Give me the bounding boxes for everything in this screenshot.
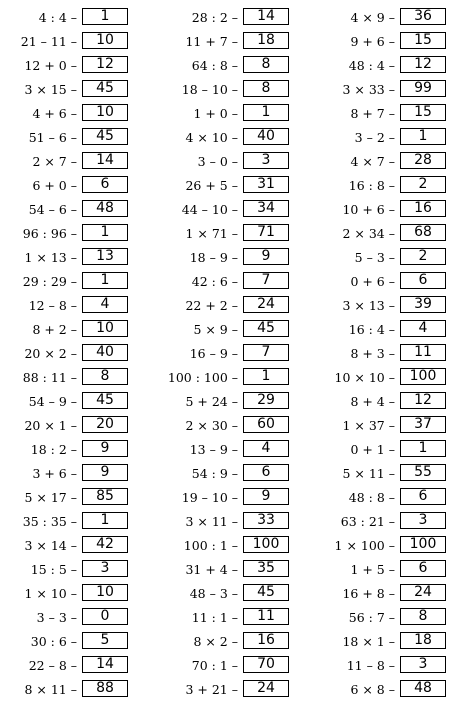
problem-expression: 8 + 3 –	[350, 346, 395, 361]
problem-expression: 18 – 10 –	[181, 82, 238, 97]
problem-row	[2, 223, 152, 247]
problem-row	[320, 367, 466, 391]
problem-expression: 3 × 15 –	[24, 82, 77, 97]
problem-expression: 3 + 21 –	[185, 682, 238, 697]
problem-expression: 2 × 30 –	[185, 418, 238, 433]
answer-box[interactable]: 16	[400, 200, 446, 217]
problem-row	[320, 415, 466, 439]
problem-expression: 11 + 7 –	[185, 34, 238, 49]
answer-box[interactable]: 5	[82, 632, 128, 649]
answer-box[interactable]: 42	[82, 536, 128, 553]
problem-row	[2, 295, 152, 319]
problem-row	[2, 631, 152, 655]
answer-box[interactable]: 18	[400, 632, 446, 649]
problem-expression: 16 : 4 –	[348, 322, 395, 337]
problem-expression: 51 – 6 –	[28, 130, 77, 145]
problem-row	[163, 487, 313, 511]
answer-box[interactable]: 11	[243, 608, 289, 625]
problem-expression: 48 : 8 –	[348, 490, 395, 505]
answer-box[interactable]: 45	[82, 128, 128, 145]
problem-expression: 100 : 100 –	[167, 370, 238, 385]
answer-box[interactable]: 1	[82, 224, 128, 241]
answer-box[interactable]: 4	[400, 320, 446, 337]
problem-row	[2, 199, 152, 223]
answer-box[interactable]: 24	[400, 584, 446, 601]
problem-row	[2, 607, 152, 631]
problem-row	[163, 31, 313, 55]
problem-row	[2, 439, 152, 463]
problem-expression: 13 – 9 –	[189, 442, 238, 457]
problem-expression: 56 : 7 –	[348, 610, 395, 625]
answer-box[interactable]: 1	[400, 440, 446, 457]
answer-box[interactable]: 45	[243, 320, 289, 337]
problem-expression: 1 × 13 –	[24, 250, 77, 265]
problem-expression: 44 – 10 –	[181, 202, 238, 217]
answer-box[interactable]: 12	[82, 56, 128, 73]
answer-box[interactable]: 3	[400, 656, 446, 673]
answer-box[interactable]: 12	[400, 392, 446, 409]
problem-row	[2, 679, 152, 703]
problem-expression: 8 × 11 –	[24, 682, 77, 697]
problem-expression: 28 : 2 –	[191, 10, 238, 25]
problem-row	[2, 463, 152, 487]
answer-box[interactable]: 1	[243, 368, 289, 385]
problem-row	[2, 31, 152, 55]
problem-expression: 22 + 2 –	[185, 298, 238, 313]
answer-box[interactable]: 20	[82, 416, 128, 433]
problem-expression: 20 × 1 –	[24, 418, 77, 433]
answer-box[interactable]: 6	[82, 176, 128, 193]
problem-row	[2, 655, 152, 679]
problem-row	[2, 79, 152, 103]
problem-row	[163, 367, 313, 391]
problem-expression: 42 : 6 –	[191, 274, 238, 289]
problem-expression: 8 + 2 –	[32, 322, 77, 337]
problem-expression: 2 × 34 –	[342, 226, 395, 241]
problem-expression: 3 × 11 –	[185, 514, 238, 529]
problem-expression: 4 × 7 –	[350, 154, 395, 169]
answer-box[interactable]: 9	[243, 248, 289, 265]
problem-expression: 96 : 96 –	[22, 226, 77, 241]
problem-expression: 11 : 1 –	[191, 610, 238, 625]
problem-row	[320, 487, 466, 511]
answer-box[interactable]: 55	[400, 464, 446, 481]
answer-box[interactable]: 4	[82, 296, 128, 313]
problem-row	[163, 79, 313, 103]
problem-expression: 1 + 5 –	[350, 562, 395, 577]
answer-box[interactable]: 35	[243, 560, 289, 577]
problem-row	[320, 175, 466, 199]
problem-row	[163, 319, 313, 343]
problem-row	[320, 631, 466, 655]
answer-box[interactable]: 18	[243, 32, 289, 49]
answer-box[interactable]: 1	[400, 128, 446, 145]
problem-row	[320, 607, 466, 631]
problem-row	[320, 343, 466, 367]
answer-box[interactable]: 13	[82, 248, 128, 265]
problem-expression: 5 × 11 –	[342, 466, 395, 481]
answer-box[interactable]: 9	[82, 464, 128, 481]
problem-row	[2, 367, 152, 391]
answer-box[interactable]: 40	[243, 128, 289, 145]
answer-box[interactable]: 36	[400, 8, 446, 25]
answer-box[interactable]: 45	[243, 584, 289, 601]
problem-row	[320, 439, 466, 463]
problem-row	[2, 559, 152, 583]
problem-expression: 4 + 6 –	[32, 106, 77, 121]
problem-row	[163, 391, 313, 415]
answer-box[interactable]: 10	[82, 104, 128, 121]
answer-box[interactable]: 85	[82, 488, 128, 505]
problem-row	[2, 127, 152, 151]
problem-expression: 18 × 1 –	[342, 634, 395, 649]
problem-expression: 88 : 11 –	[22, 370, 77, 385]
problem-row	[163, 103, 313, 127]
problem-row	[2, 343, 152, 367]
answer-box[interactable]: 8	[82, 368, 128, 385]
problem-row	[320, 151, 466, 175]
problem-row	[163, 199, 313, 223]
problem-expression: 18 : 2 –	[30, 442, 77, 457]
problem-row	[163, 223, 313, 247]
problem-expression: 16 + 8 –	[342, 586, 395, 601]
problem-row	[2, 271, 152, 295]
answer-box[interactable]: 1	[82, 512, 128, 529]
problem-expression: 22 – 8 –	[28, 658, 77, 673]
answer-box[interactable]: 39	[400, 296, 446, 313]
problem-row	[320, 31, 466, 55]
answer-box[interactable]: 6	[243, 464, 289, 481]
answer-box[interactable]: 24	[243, 680, 289, 697]
problem-expression: 15 : 5 –	[30, 562, 77, 577]
problem-expression: 3 – 2 –	[354, 130, 395, 145]
problem-expression: 48 : 4 –	[348, 58, 395, 73]
answer-box[interactable]: 3	[82, 560, 128, 577]
problem-expression: 54 : 9 –	[191, 466, 238, 481]
problem-row	[163, 175, 313, 199]
problem-expression: 12 + 0 –	[24, 58, 77, 73]
problem-row	[163, 535, 313, 559]
problem-expression: 1 × 71 –	[185, 226, 238, 241]
problem-row	[2, 175, 152, 199]
problem-expression: 100 : 1 –	[183, 538, 238, 553]
problem-expression: 3 + 6 –	[32, 466, 77, 481]
answer-box[interactable]: 16	[243, 632, 289, 649]
answer-box[interactable]: 40	[82, 344, 128, 361]
problem-expression: 1 × 10 –	[24, 586, 77, 601]
answer-box[interactable]: 29	[243, 392, 289, 409]
problem-expression: 4 × 9 –	[350, 10, 395, 25]
problem-expression: 31 + 4 –	[185, 562, 238, 577]
problem-expression: 18 – 9 –	[189, 250, 238, 265]
problem-expression: 26 + 5 –	[185, 178, 238, 193]
answer-box[interactable]: 7	[243, 272, 289, 289]
problem-expression: 10 + 6 –	[342, 202, 395, 217]
problem-row	[163, 511, 313, 535]
answer-box[interactable]: 48	[82, 200, 128, 217]
problem-expression: 2 × 7 –	[32, 154, 77, 169]
problem-expression: 8 + 4 –	[350, 394, 395, 409]
problem-row	[320, 463, 466, 487]
problem-expression: 0 + 1 –	[350, 442, 395, 457]
problem-expression: 8 × 2 –	[193, 634, 238, 649]
problem-expression: 29 : 29 –	[22, 274, 77, 289]
problem-row	[320, 535, 466, 559]
answer-box[interactable]: 15	[400, 32, 446, 49]
problem-expression: 6 × 8 –	[350, 682, 395, 697]
answer-box[interactable]: 45	[82, 392, 128, 409]
problem-row	[320, 391, 466, 415]
problem-row	[2, 511, 152, 535]
problem-row	[320, 271, 466, 295]
problem-row	[320, 199, 466, 223]
problem-row	[2, 583, 152, 607]
problem-row	[320, 655, 466, 679]
problem-expression: 5 + 24 –	[185, 394, 238, 409]
problem-row	[2, 415, 152, 439]
problem-row	[320, 511, 466, 535]
problem-row	[163, 127, 313, 151]
answer-box[interactable]: 48	[400, 680, 446, 697]
problem-expression: 5 × 17 –	[24, 490, 77, 505]
problem-row	[163, 439, 313, 463]
problem-expression: 6 + 0 –	[32, 178, 77, 193]
answer-box[interactable]: 8	[400, 608, 446, 625]
problem-expression: 48 – 3 –	[189, 586, 238, 601]
answer-box[interactable]: 68	[400, 224, 446, 241]
problem-expression: 5 × 9 –	[193, 322, 238, 337]
problem-row	[320, 223, 466, 247]
problem-expression: 12 – 8 –	[28, 298, 77, 313]
answer-box[interactable]: 100	[243, 536, 289, 553]
problem-expression: 19 – 10 –	[181, 490, 238, 505]
problem-expression: 9 + 6 –	[350, 34, 395, 49]
answer-box[interactable]: 6	[400, 560, 446, 577]
answer-box[interactable]: 3	[400, 512, 446, 529]
problem-row	[163, 151, 313, 175]
problem-row	[2, 247, 152, 271]
answer-box[interactable]: 100	[400, 368, 446, 385]
answer-box[interactable]: 33	[243, 512, 289, 529]
problem-expression: 35 : 35 –	[22, 514, 77, 529]
problem-expression: 64 : 8 –	[191, 58, 238, 73]
problem-row	[163, 559, 313, 583]
answer-box[interactable]: 0	[82, 608, 128, 625]
answer-box[interactable]: 7	[243, 344, 289, 361]
problem-expression: 1 + 0 –	[193, 106, 238, 121]
problem-row	[2, 535, 152, 559]
problem-row	[320, 103, 466, 127]
problem-expression: 5 – 3 –	[354, 250, 395, 265]
problem-row	[320, 7, 466, 31]
answer-box[interactable]: 1	[82, 8, 128, 25]
answer-box[interactable]: 1	[243, 104, 289, 121]
problem-row	[320, 295, 466, 319]
answer-box[interactable]: 4	[243, 440, 289, 457]
problem-row	[320, 583, 466, 607]
problem-expression: 54 – 6 –	[28, 202, 77, 217]
problem-row	[320, 55, 466, 79]
answer-box[interactable]: 14	[243, 8, 289, 25]
problem-row	[163, 295, 313, 319]
problem-row	[163, 55, 313, 79]
problem-row	[2, 151, 152, 175]
problem-row	[163, 679, 313, 703]
problem-row	[163, 463, 313, 487]
answer-box[interactable]: 2	[400, 176, 446, 193]
problem-expression: 3 – 0 –	[197, 154, 238, 169]
answer-box[interactable]: 14	[82, 152, 128, 169]
answer-box[interactable]: 88	[82, 680, 128, 697]
answer-box[interactable]: 6	[400, 488, 446, 505]
answer-box[interactable]: 11	[400, 344, 446, 361]
answer-box[interactable]: 12	[400, 56, 446, 73]
answer-box[interactable]: 60	[243, 416, 289, 433]
answer-box[interactable]: 8	[243, 56, 289, 73]
problem-expression: 4 : 4 –	[38, 10, 77, 25]
problem-expression: 1 × 37 –	[342, 418, 395, 433]
problem-row	[163, 631, 313, 655]
problem-expression: 0 + 6 –	[350, 274, 395, 289]
answer-box[interactable]: 24	[243, 296, 289, 313]
problem-expression: 16 : 8 –	[348, 178, 395, 193]
problem-row	[320, 319, 466, 343]
answer-box[interactable]: 9	[82, 440, 128, 457]
problem-row	[320, 559, 466, 583]
problem-row	[163, 7, 313, 31]
problem-row	[163, 247, 313, 271]
answer-box[interactable]: 28	[400, 152, 446, 169]
answer-box[interactable]: 31	[243, 176, 289, 193]
answer-box[interactable]: 10	[82, 32, 128, 49]
problem-row	[163, 415, 313, 439]
problem-expression: 4 × 10 –	[185, 130, 238, 145]
problem-row	[2, 391, 152, 415]
answer-box[interactable]: 6	[400, 272, 446, 289]
problem-row	[163, 583, 313, 607]
answer-box[interactable]: 100	[400, 536, 446, 553]
problem-expression: 3 × 33 –	[342, 82, 395, 97]
answer-box[interactable]: 9	[243, 488, 289, 505]
problem-expression: 11 – 8 –	[346, 658, 395, 673]
answer-box[interactable]: 37	[400, 416, 446, 433]
answer-box[interactable]: 99	[400, 80, 446, 97]
problem-row	[163, 271, 313, 295]
problem-row	[163, 343, 313, 367]
problem-expression: 21 – 11 –	[20, 34, 77, 49]
problem-row	[2, 319, 152, 343]
answer-box[interactable]: 2	[400, 248, 446, 265]
problem-expression: 16 – 9 –	[189, 346, 238, 361]
problem-row	[320, 679, 466, 703]
problem-row	[163, 607, 313, 631]
problem-row	[163, 655, 313, 679]
problem-row	[2, 55, 152, 79]
answer-box[interactable]: 3	[243, 152, 289, 169]
problem-expression: 8 + 7 –	[350, 106, 395, 121]
answer-box[interactable]: 34	[243, 200, 289, 217]
answer-box[interactable]: 45	[82, 80, 128, 97]
answer-box[interactable]: 10	[82, 584, 128, 601]
answer-box[interactable]: 10	[82, 320, 128, 337]
answer-box[interactable]: 15	[400, 104, 446, 121]
problem-expression: 70 : 1 –	[191, 658, 238, 673]
problem-expression: 1 × 100 –	[334, 538, 395, 553]
problem-row	[2, 103, 152, 127]
problem-expression: 10 × 10 –	[334, 370, 395, 385]
problem-expression: 30 : 6 –	[30, 634, 77, 649]
problem-expression: 3 × 14 –	[24, 538, 77, 553]
problem-expression: 63 : 21 –	[340, 514, 395, 529]
problem-row	[320, 127, 466, 151]
answer-box[interactable]: 1	[82, 272, 128, 289]
problem-row	[320, 247, 466, 271]
problem-row	[2, 487, 152, 511]
answer-box[interactable]: 8	[243, 80, 289, 97]
problem-row	[2, 7, 152, 31]
problem-expression: 54 – 9 –	[28, 394, 77, 409]
problem-row	[320, 79, 466, 103]
problem-expression: 3 × 13 –	[342, 298, 395, 313]
answer-box[interactable]: 14	[82, 656, 128, 673]
answer-box[interactable]: 71	[243, 224, 289, 241]
problem-expression: 20 × 2 –	[24, 346, 77, 361]
problem-expression: 3 – 3 –	[36, 610, 77, 625]
answer-box[interactable]: 70	[243, 656, 289, 673]
